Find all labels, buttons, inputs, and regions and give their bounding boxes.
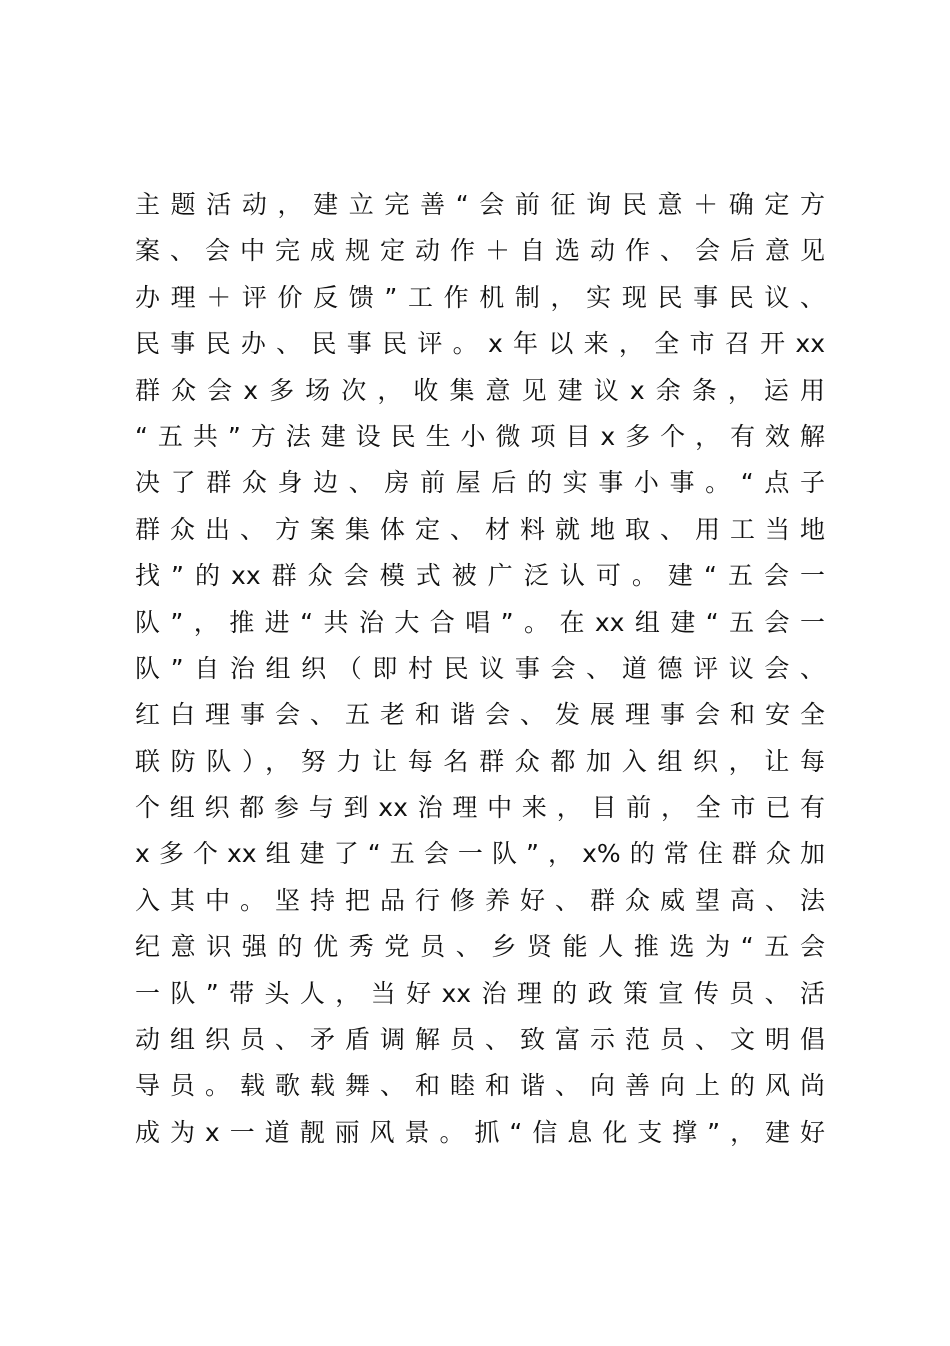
text-line: 导员。载歌载舞、和睦和谐、向善向上的风尚 [135,1071,825,1101]
text-line: 群众出、方案集体定、材料就地取、用工当地 [135,514,825,544]
text-line: 主题活动，建立完善“会前征询民意＋确定方 [135,190,825,219]
text-line: x多个xx组建了“五会一队”，x%的常住群众加 [135,839,825,869]
text-line: 一队”带头人，当好xx治理的政策宣传员、活 [135,978,825,1008]
text-line: 办理＋评价反馈”工作机制，实现民事民议、 [135,282,825,312]
text-line: 成为x一道靓丽风景。抓“信息化支撑”，建好 [135,1117,825,1147]
text-line: 队”，推进“共治大合唱”。在xx组建“五会一 [135,607,825,637]
text-line: 联防队），努力让每名群众都加入组织，让每 [135,746,825,776]
text-line: 队”自治组织（即村民议事会、道德评议会、 [135,653,825,683]
text-line: 案、会中完成规定动作＋自选动作、会后意见 [135,236,825,266]
text-line: 决了群众身边、房前屋后的实事小事。“点子 [135,468,825,498]
text-line: 群众会x多场次，收集意见建议x余条，运用 [135,375,825,405]
text-line: 红白理事会、五老和谐会、发展理事会和安全 [135,700,825,730]
text-line: 找”的xx群众会模式被广泛认可。建“五会一 [135,561,825,591]
text-line: 个组织都参与到xx治理中来，目前，全市已有 [135,793,825,823]
text-line: 民事民办、民事民评。x年以来，全市召开xx [135,329,825,359]
body-text [135,182,825,1156]
text-line: 纪意识强的优秀党员、乡贤能人推选为“五会 [135,932,825,962]
text-line: “五共”方法建设民生小微项目x多个，有效解 [135,421,825,451]
text-line: 动组织员、矛盾调解员、致富示范员、文明倡 [135,1025,825,1055]
text-line: 入其中。坚持把品行修养好、群众威望高、法 [135,885,825,915]
